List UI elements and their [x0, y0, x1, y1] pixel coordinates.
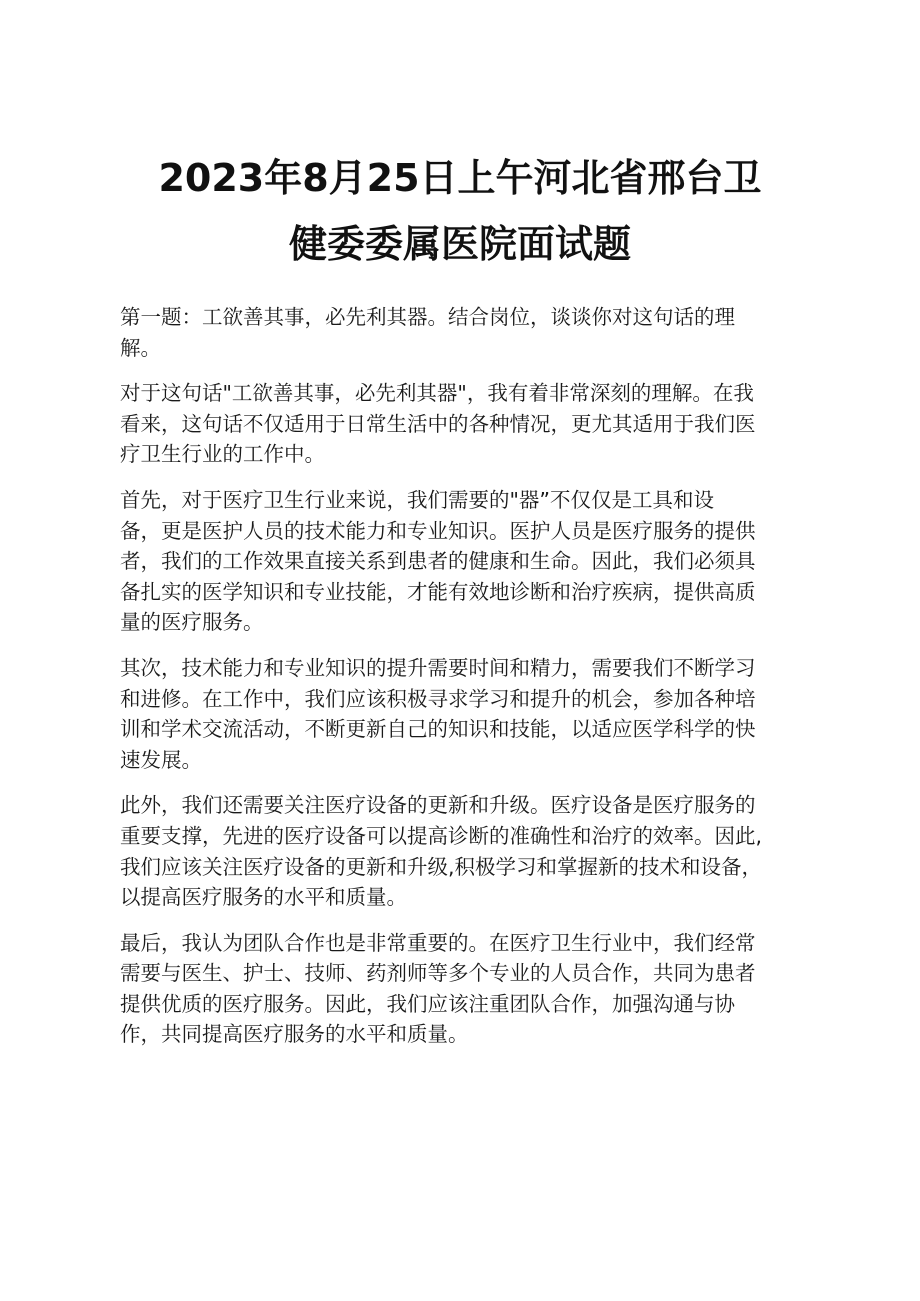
text-line: 第一题：工欲善其事，必先利其器。结合岗位，谈谈你对这句话的理 — [120, 305, 735, 329]
text-line: 速发展。 — [120, 747, 202, 772]
title-line-1: 2023年8月25日上午河北省邢台卫 — [158, 156, 762, 200]
text-line: 量的医疗服务。 — [120, 610, 264, 635]
text-line: 备扎实的医学知识和专业技能，才能有效地诊断和治疗疾病，提供高质 — [120, 579, 756, 604]
text-line: 最后，我认为团队合作也是非常重要的。在医疗卫生行业中，我们经常 — [120, 930, 756, 955]
title-line-2: 健委委属医院面试题 — [288, 222, 631, 266]
text-line: 其次，技术能力和专业知识的提升需要时间和精力，需要我们不断学习 — [120, 655, 756, 680]
text-line: 以提高医疗服务的水平和质量。 — [120, 885, 407, 910]
text-line: 重要支撑，先进的医疗设备可以提高诊断的准确性和治疗的效率。因此, — [120, 823, 763, 848]
paragraph-intro — [120, 378, 810, 470]
text-line: 训和学术交流活动，不断更新自己的知识和技能，以适应医学科学的快 — [120, 717, 756, 742]
text-line: 看来，这句话不仅适用于日常生活中的各种情况，更尤其适用于我们医 — [120, 411, 756, 436]
text-line: 对于这句话"工欲善其事，必先利其器"，我有着非常深刻的理解。在我 — [120, 381, 754, 406]
document-body — [120, 302, 810, 1065]
text-line: 提供优质的医疗服务。因此，我们应该注重团队合作，加强沟通与协 — [120, 991, 735, 1016]
paragraph-additionally — [120, 790, 810, 912]
paragraph-second — [120, 653, 810, 775]
text-line: 此外，我们还需要关注医疗设备的更新和升级。医疗设备是医疗服务的 — [120, 793, 756, 818]
text-line: 需要与医生、护士、技师、药剂师等多个专业的人员合作，共同为患者 — [120, 961, 756, 986]
text-line: 首先，对于医疗卫生行业来说，我们需要的"器”不仅仅是工具和设 — [120, 487, 715, 512]
text-line: 解。 — [120, 335, 161, 360]
text-line: 作，共同提高医疗服务的水平和质量。 — [120, 1022, 469, 1047]
text-line: 疗卫生行业的工作中。 — [120, 442, 325, 467]
text-line: 者，我们的工作效果直接关系到患者的健康和生命。因此，我们必须具 — [120, 549, 756, 574]
text-line: 我们应该关注医疗设备的更新和升级,积极学习和掌握新的技术和设备， — [120, 854, 763, 879]
paragraph-first — [120, 485, 810, 638]
text-line: 备，更是医护人员的技术能力和专业知识。医护人员是医疗服务的提供 — [120, 518, 756, 543]
document-title — [60, 145, 860, 277]
paragraph-finally — [120, 928, 810, 1050]
paragraph-question — [120, 302, 810, 363]
text-line: 和进修。在工作中，我们应该积极寻求学习和提升的机会，参加各种培 — [120, 686, 756, 711]
